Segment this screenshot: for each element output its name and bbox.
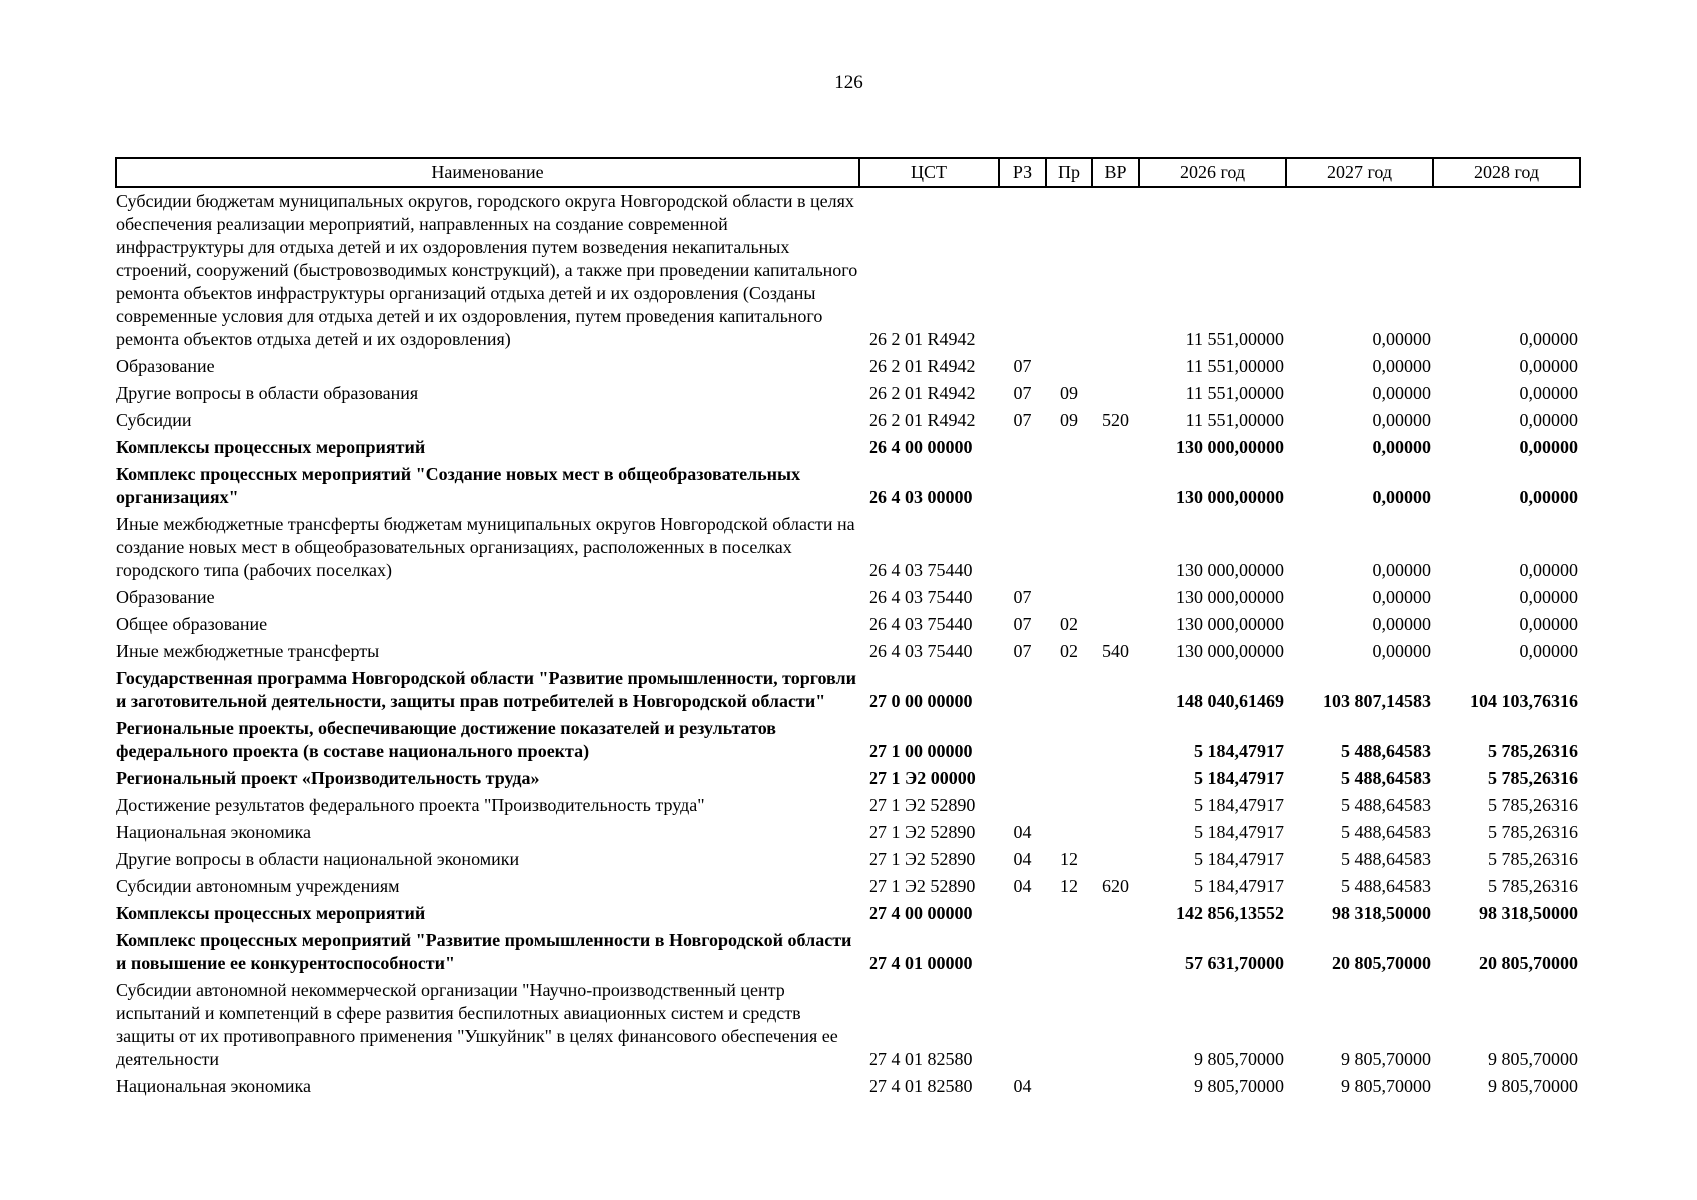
cell-vr xyxy=(1092,765,1139,792)
cell-name: Национальная экономика xyxy=(116,822,311,842)
cell-cst: 26 4 03 00000 xyxy=(869,487,973,507)
cell-cst: 26 4 03 75440 xyxy=(869,560,973,580)
header-pr: Пр xyxy=(1046,158,1092,187)
cell-2028: 0,00000 xyxy=(1519,487,1578,507)
cell-2026: 130 000,00000 xyxy=(1176,587,1284,607)
cell-rz xyxy=(999,187,1046,353)
cell-rz xyxy=(999,461,1046,511)
cell-vr xyxy=(1092,187,1139,353)
cell-2026: 9 805,70000 xyxy=(1194,1076,1284,1096)
cell-pr xyxy=(1046,434,1092,461)
cell-vr xyxy=(1092,900,1139,927)
cell-rz xyxy=(999,665,1046,715)
cell-name: Комплекс процессных мероприятий "Развитие промышленности в Новгородской области и повышение ее конкурентоспособности" xyxy=(116,930,852,973)
cell-vr: 620 xyxy=(1102,876,1129,896)
cell-vr xyxy=(1092,1073,1139,1100)
table-row xyxy=(116,407,1580,434)
cell-rz: 04 xyxy=(1013,849,1032,869)
cell-2027: 5 488,64583 xyxy=(1341,795,1431,815)
cell-2028: 0,00000 xyxy=(1519,383,1578,403)
table-row xyxy=(116,638,1580,665)
table-header xyxy=(116,158,1580,187)
cell-name: Субсидии бюджетам муниципальных округов, городского округа Новгородской области в целях обеспечения реализации мероприятий, направленных на создание современной инфраструктуры для отдыха детей и их оздоровления путем возведения некапитальных строений, сооружений (быстровозводимых конструкций), а также при проведении капитального ремонта объектов инфраструктуры организаций отдыха детей и их оздоровления (Созданы современные условия для отдыха детей и их оздоровления, путем проведения капитального ремонта объектов отдыха детей и их оздоровления) xyxy=(116,191,858,349)
cell-2028: 0,00000 xyxy=(1519,329,1578,349)
cell-name: Иные межбюджетные трансферты xyxy=(116,641,380,661)
cell-pr xyxy=(1046,792,1092,819)
cell-2027: 5 488,64583 xyxy=(1341,822,1431,842)
cell-2027: 5 488,64583 xyxy=(1341,849,1431,869)
cell-cst: 26 4 00 00000 xyxy=(869,437,973,457)
cell-cst: 27 4 01 82580 xyxy=(869,1076,973,1096)
cell-2028: 9 805,70000 xyxy=(1488,1049,1578,1069)
cell-name: Комплексы процессных мероприятий xyxy=(116,437,426,457)
cell-cst: 27 1 Э2 52890 xyxy=(869,822,976,842)
table-row xyxy=(116,611,1580,638)
cell-pr xyxy=(1046,511,1092,584)
cell-2026: 57 631,70000 xyxy=(1185,953,1284,973)
table-row xyxy=(116,819,1580,846)
cell-2026: 5 184,47917 xyxy=(1194,849,1284,869)
cell-pr xyxy=(1046,187,1092,353)
cell-2028: 5 785,26316 xyxy=(1488,795,1578,815)
cell-2028: 104 103,76316 xyxy=(1470,691,1578,711)
header-2028: 2028 год xyxy=(1433,158,1580,187)
cell-2026: 5 184,47917 xyxy=(1194,741,1284,761)
cell-rz xyxy=(999,927,1046,977)
cell-vr xyxy=(1092,665,1139,715)
cell-rz xyxy=(999,715,1046,765)
cell-cst: 27 4 01 82580 xyxy=(869,1049,973,1069)
cell-vr xyxy=(1092,819,1139,846)
cell-cst: 26 2 01 R4942 xyxy=(869,410,976,430)
table-row xyxy=(116,1073,1580,1100)
cell-2026: 11 551,00000 xyxy=(1185,329,1284,349)
cell-name: Региональный проект «Производительность труда» xyxy=(116,768,540,788)
cell-2028: 0,00000 xyxy=(1519,356,1578,376)
cell-2028: 20 805,70000 xyxy=(1479,953,1578,973)
cell-2026: 11 551,00000 xyxy=(1185,410,1284,430)
table-body xyxy=(116,187,1580,1100)
cell-2028: 5 785,26316 xyxy=(1488,768,1578,788)
table-row xyxy=(116,434,1580,461)
cell-2026: 11 551,00000 xyxy=(1185,356,1284,376)
cell-rz xyxy=(999,900,1046,927)
cell-2026: 130 000,00000 xyxy=(1176,487,1284,507)
cell-2027: 9 805,70000 xyxy=(1341,1049,1431,1069)
table-row xyxy=(116,353,1580,380)
cell-2028: 9 805,70000 xyxy=(1488,1076,1578,1096)
cell-name: Субсидии автономным учреждениям xyxy=(116,876,400,896)
cell-vr: 540 xyxy=(1102,641,1129,661)
cell-cst: 27 4 00 00000 xyxy=(869,903,973,923)
cell-2028: 5 785,26316 xyxy=(1488,741,1578,761)
cell-2028: 98 318,50000 xyxy=(1479,903,1578,923)
cell-cst: 27 1 Э2 52890 xyxy=(869,795,976,815)
cell-vr xyxy=(1092,927,1139,977)
cell-rz: 04 xyxy=(1013,822,1032,842)
header-cst: ЦСТ xyxy=(859,158,999,187)
cell-2027: 0,00000 xyxy=(1372,560,1431,580)
cell-name: Другие вопросы в области национальной экономики xyxy=(116,849,520,869)
table-row xyxy=(116,187,1580,353)
cell-rz: 07 xyxy=(1013,641,1032,661)
cell-rz xyxy=(999,977,1046,1073)
cell-name: Государственная программа Новгородской области "Развитие промышленности, торговли и заготовительной деятельности, защиты прав потребителей в Новгородской области" xyxy=(116,668,856,711)
cell-rz xyxy=(999,511,1046,584)
cell-2027: 0,00000 xyxy=(1372,614,1431,634)
cell-pr xyxy=(1046,584,1092,611)
header-2026: 2026 год xyxy=(1139,158,1286,187)
cell-vr xyxy=(1092,792,1139,819)
cell-2028: 0,00000 xyxy=(1519,560,1578,580)
cell-cst: 27 1 Э2 52890 xyxy=(869,876,976,896)
cell-name: Субсидии автономной некоммерческой организации "Научно-производственный центр испытаний и компетенций в сфере развития беспилотных авиационных систем и средств защиты от их противоправного применения "Ушкуйник" в целях финансового обеспечения ее деятельности xyxy=(116,980,838,1069)
cell-2026: 148 040,61469 xyxy=(1176,691,1284,711)
cell-2027: 0,00000 xyxy=(1372,383,1431,403)
cell-pr: 09 xyxy=(1060,383,1078,403)
cell-2027: 0,00000 xyxy=(1372,641,1431,661)
cell-2026: 130 000,00000 xyxy=(1176,437,1284,457)
cell-2028: 0,00000 xyxy=(1519,614,1578,634)
cell-2028: 0,00000 xyxy=(1519,641,1578,661)
cell-vr xyxy=(1092,461,1139,511)
cell-2028: 5 785,26316 xyxy=(1488,822,1578,842)
cell-pr: 09 xyxy=(1060,410,1078,430)
table-row xyxy=(116,873,1580,900)
cell-vr xyxy=(1092,584,1139,611)
cell-rz xyxy=(999,434,1046,461)
cell-rz: 04 xyxy=(1013,1076,1032,1096)
table-row xyxy=(116,715,1580,765)
page-number: 126 xyxy=(834,72,863,93)
cell-vr xyxy=(1092,353,1139,380)
cell-2028: 0,00000 xyxy=(1519,437,1578,457)
cell-pr: 12 xyxy=(1060,849,1078,869)
cell-2028: 0,00000 xyxy=(1519,410,1578,430)
header-vr: ВР xyxy=(1092,158,1139,187)
table-row xyxy=(116,665,1580,715)
cell-2027: 5 488,64583 xyxy=(1341,876,1431,896)
cell-2026: 130 000,00000 xyxy=(1176,641,1284,661)
cell-rz xyxy=(999,765,1046,792)
cell-pr: 12 xyxy=(1060,876,1078,896)
cell-2027: 0,00000 xyxy=(1372,437,1431,457)
cell-rz xyxy=(999,792,1046,819)
cell-2027: 0,00000 xyxy=(1372,410,1431,430)
cell-2026: 5 184,47917 xyxy=(1194,795,1284,815)
cell-vr xyxy=(1092,511,1139,584)
cell-2026: 130 000,00000 xyxy=(1176,560,1284,580)
cell-2027: 5 488,64583 xyxy=(1341,741,1431,761)
cell-2026: 5 184,47917 xyxy=(1194,876,1284,896)
table-row xyxy=(116,927,1580,977)
cell-2027: 5 488,64583 xyxy=(1341,768,1431,788)
cell-2027: 98 318,50000 xyxy=(1332,903,1431,923)
cell-2026: 5 184,47917 xyxy=(1194,768,1284,788)
table-row xyxy=(116,584,1580,611)
cell-pr: 02 xyxy=(1060,614,1078,634)
cell-pr xyxy=(1046,715,1092,765)
cell-vr xyxy=(1092,846,1139,873)
cell-rz: 07 xyxy=(1013,410,1032,430)
cell-vr xyxy=(1092,977,1139,1073)
cell-rz: 07 xyxy=(1013,356,1032,376)
cell-pr xyxy=(1046,819,1092,846)
cell-vr xyxy=(1092,715,1139,765)
table-row xyxy=(116,380,1580,407)
cell-rz: 07 xyxy=(1013,614,1032,634)
cell-name: Достижение результатов федерального проекта "Производительность труда" xyxy=(116,795,705,815)
table-row xyxy=(116,461,1580,511)
cell-2028: 5 785,26316 xyxy=(1488,876,1578,896)
cell-cst: 26 2 01 R4942 xyxy=(869,383,976,403)
cell-cst: 26 4 03 75440 xyxy=(869,587,973,607)
cell-cst: 26 2 01 R4942 xyxy=(869,356,976,376)
budget-table xyxy=(115,157,1581,1100)
cell-2027: 103 807,14583 xyxy=(1323,691,1431,711)
cell-pr xyxy=(1046,1073,1092,1100)
cell-pr xyxy=(1046,900,1092,927)
cell-2026: 130 000,00000 xyxy=(1176,614,1284,634)
cell-vr xyxy=(1092,380,1139,407)
cell-rz: 07 xyxy=(1013,383,1032,403)
cell-name: Образование xyxy=(116,356,215,376)
table-row xyxy=(116,765,1580,792)
cell-pr xyxy=(1046,765,1092,792)
header-rz: РЗ xyxy=(999,158,1046,187)
cell-pr xyxy=(1046,461,1092,511)
cell-vr xyxy=(1092,611,1139,638)
cell-name: Комплексы процессных мероприятий xyxy=(116,903,426,923)
cell-vr: 520 xyxy=(1102,410,1129,430)
table-row xyxy=(116,792,1580,819)
header-2027: 2027 год xyxy=(1286,158,1433,187)
cell-name: Другие вопросы в области образования xyxy=(116,383,419,403)
cell-2026: 142 856,13552 xyxy=(1176,903,1284,923)
cell-cst: 27 4 01 00000 xyxy=(869,953,973,973)
cell-cst: 27 1 Э2 52890 xyxy=(869,849,976,869)
cell-rz: 04 xyxy=(1013,876,1032,896)
cell-pr xyxy=(1046,353,1092,380)
cell-name: Иные межбюджетные трансферты бюджетам муниципальных округов Новгородской области на создание новых мест в общеобразовательных организациях, расположенных в поселках городского типа (рабочих поселках) xyxy=(116,514,855,580)
cell-rz: 07 xyxy=(1013,587,1032,607)
cell-cst: 27 1 Э2 00000 xyxy=(869,768,976,788)
cell-name: Общее образование xyxy=(116,614,268,634)
table-row xyxy=(116,900,1580,927)
cell-2027: 0,00000 xyxy=(1372,587,1431,607)
cell-2027: 0,00000 xyxy=(1372,487,1431,507)
cell-cst: 26 2 01 R4942 xyxy=(869,329,976,349)
cell-name: Региональные проекты, обеспечивающие достижение показателей и результатов федерального проекта (в составе национального проекта) xyxy=(116,718,776,761)
cell-pr xyxy=(1046,927,1092,977)
header-name: Наименование xyxy=(116,158,859,187)
cell-2028: 5 785,26316 xyxy=(1488,849,1578,869)
cell-pr xyxy=(1046,665,1092,715)
cell-vr xyxy=(1092,434,1139,461)
cell-name: Национальная экономика xyxy=(116,1076,311,1096)
cell-cst: 27 0 00 00000 xyxy=(869,691,973,711)
cell-2026: 11 551,00000 xyxy=(1185,383,1284,403)
cell-2027: 9 805,70000 xyxy=(1341,1076,1431,1096)
cell-cst: 26 4 03 75440 xyxy=(869,614,973,634)
cell-2027: 0,00000 xyxy=(1372,329,1431,349)
cell-pr: 02 xyxy=(1060,641,1078,661)
cell-2026: 9 805,70000 xyxy=(1194,1049,1284,1069)
table-row xyxy=(116,846,1580,873)
cell-name: Образование xyxy=(116,587,215,607)
cell-2028: 0,00000 xyxy=(1519,587,1578,607)
cell-2026: 5 184,47917 xyxy=(1194,822,1284,842)
cell-pr xyxy=(1046,977,1092,1073)
cell-cst: 26 4 03 75440 xyxy=(869,641,973,661)
table-row xyxy=(116,977,1580,1073)
cell-cst: 27 1 00 00000 xyxy=(869,741,973,761)
cell-name: Субсидии xyxy=(116,410,192,430)
cell-2027: 0,00000 xyxy=(1372,356,1431,376)
cell-name: Комплекс процессных мероприятий "Создание новых мест в общеобразовательных организациях" xyxy=(116,464,801,507)
table-row xyxy=(116,511,1580,584)
cell-2027: 20 805,70000 xyxy=(1332,953,1431,973)
